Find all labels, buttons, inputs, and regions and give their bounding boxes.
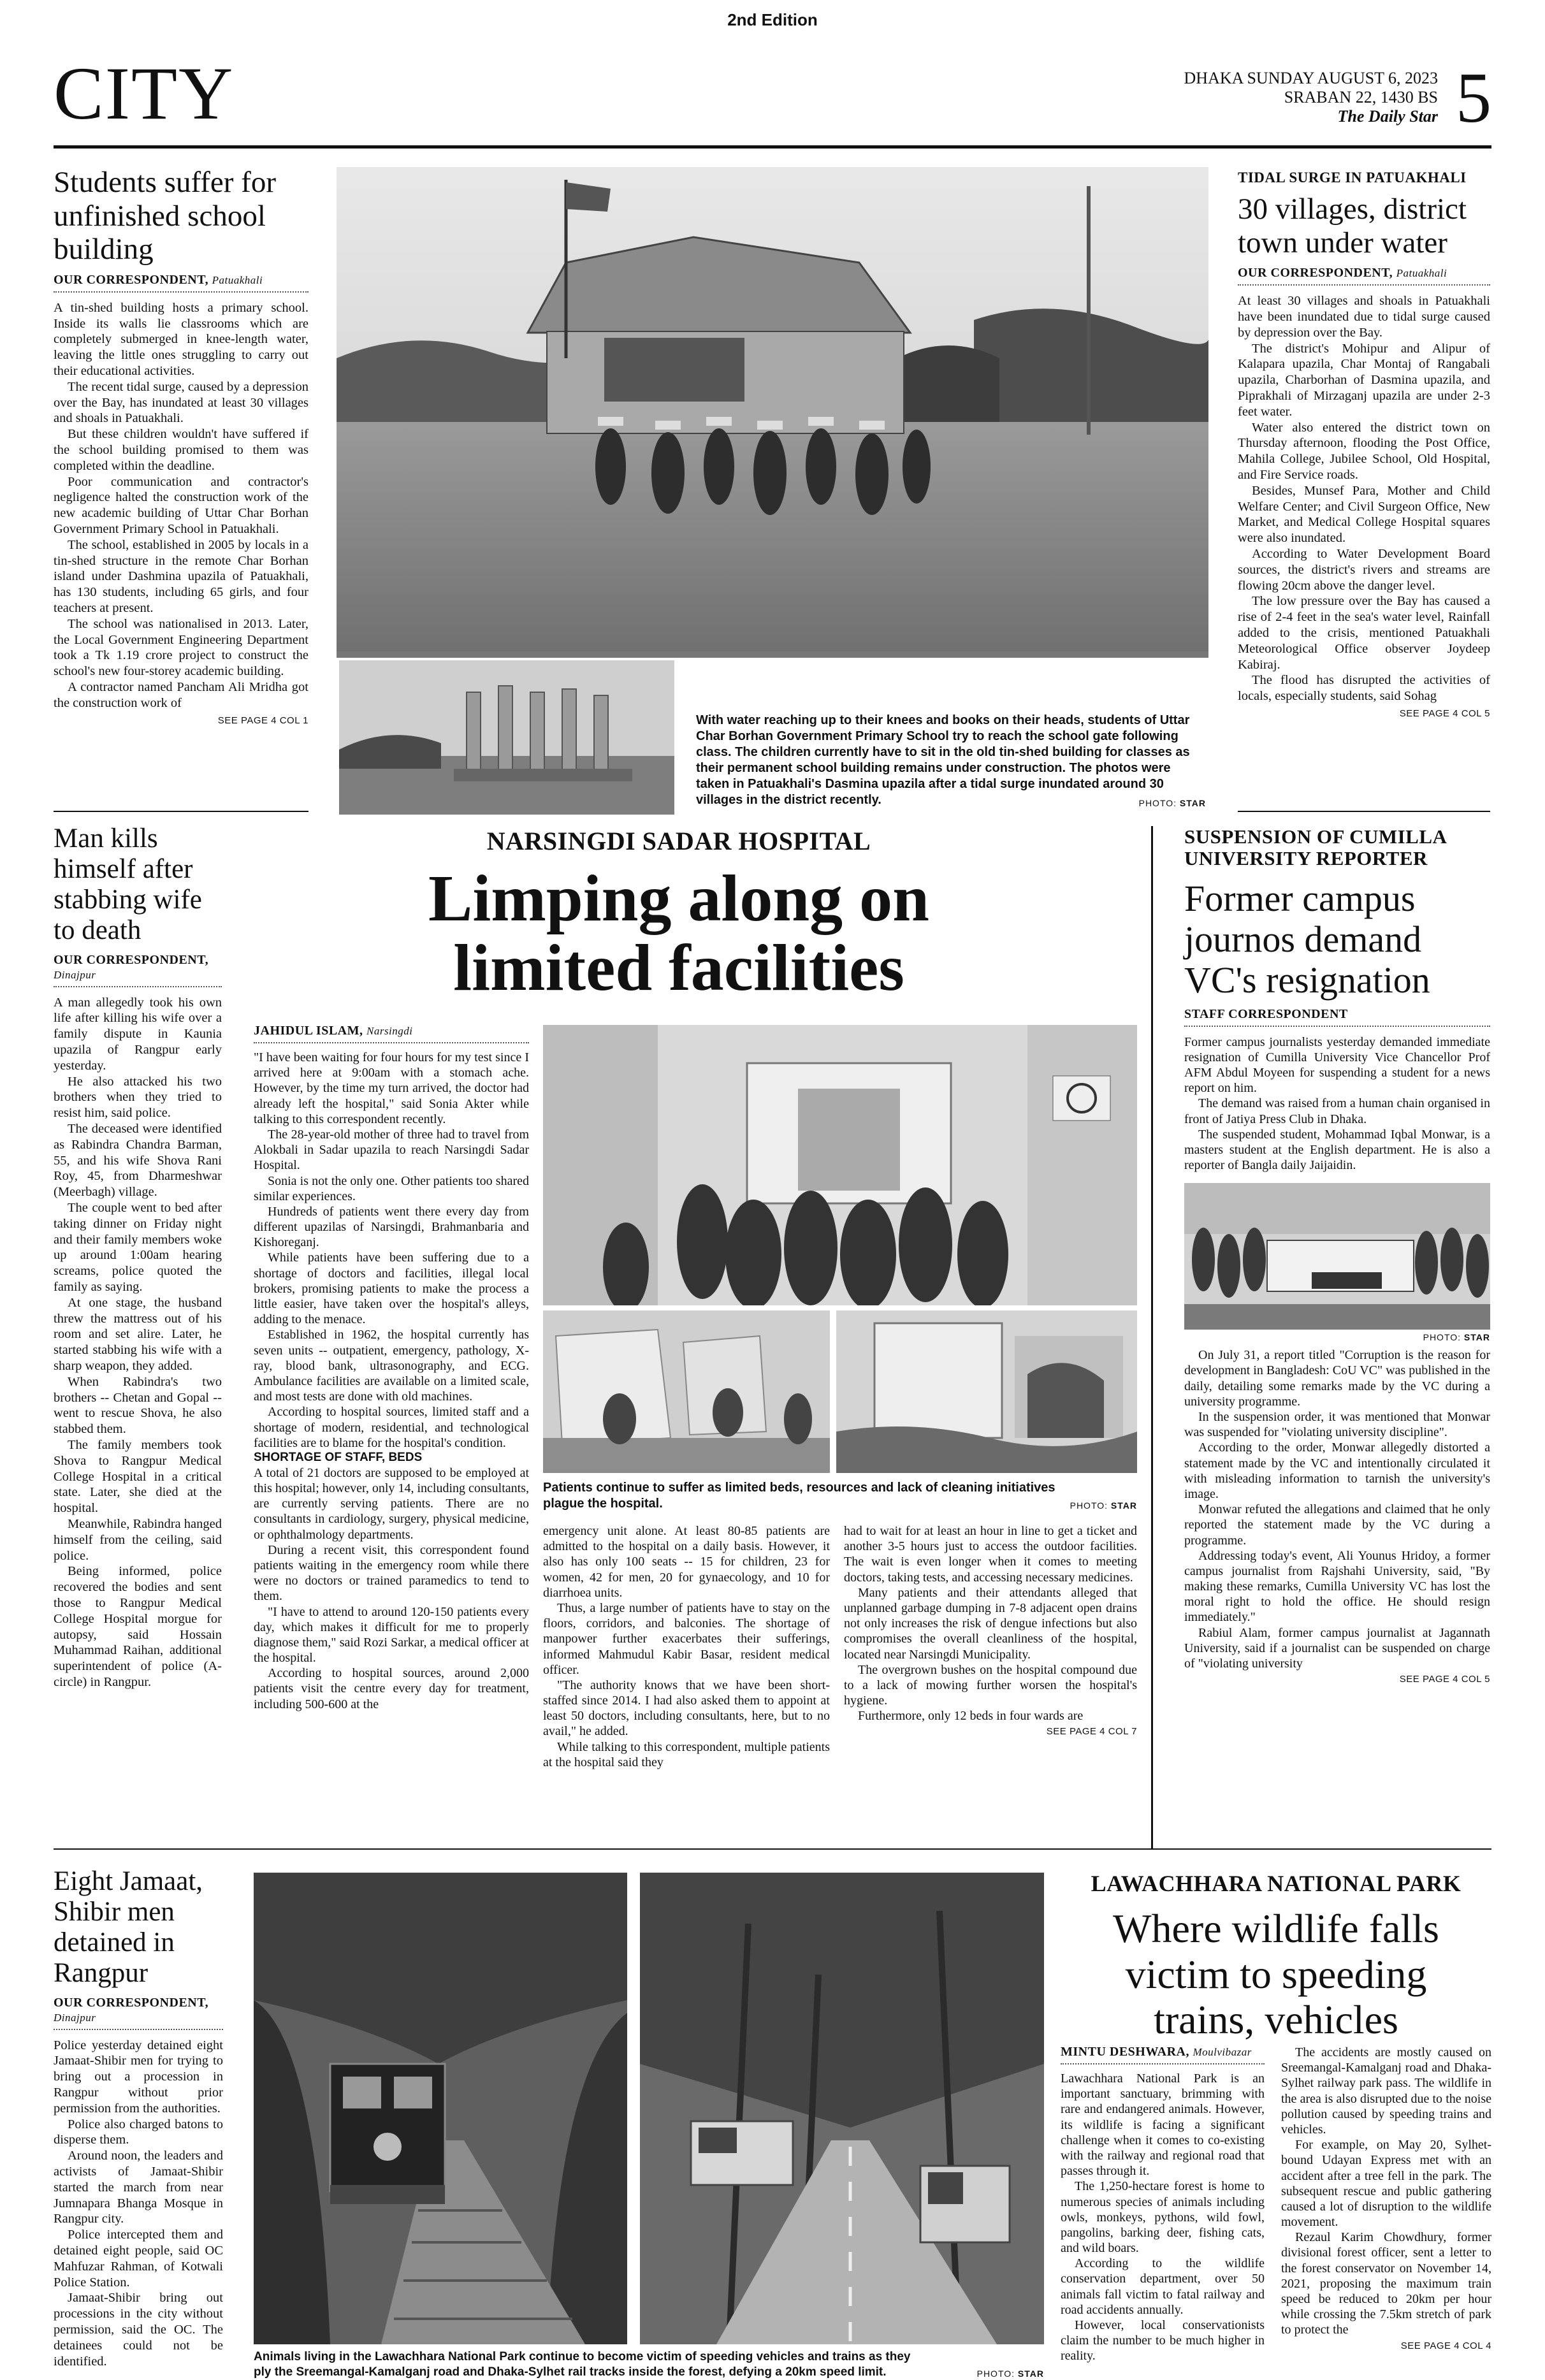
headline: Man kills himself after stabbing wife to death [54, 824, 202, 946]
story-lawachhara-col1 [1061, 2045, 1265, 2364]
byline-location: Dinajpur [54, 968, 96, 981]
photo-caption: Patients continue to suffer as limited beds, resources and lack of cleaning initiatives plague the hospital. [543, 1481, 1055, 1511]
edition-label: 2nd Edition [727, 10, 818, 29]
paragraph: Lawachhara National Park is an important sanctuary, brimming with rare and endangered animals. However, its wildlife is facing a significant challenge when it comes to co-existing with the railway and regional road that passes through it. [1061, 2072, 1265, 2179]
paragraph: At least 30 villages and shoals in Patuakhali have been inundated due to tidal surge caused by depression over the Bay. [1238, 294, 1490, 340]
row-rule [54, 811, 308, 812]
byline [54, 1996, 223, 2025]
hospital-drain-photo [836, 1310, 1137, 1473]
paragraph: The 1,250-hectare forest is home to numerous species of animals including owls, monkeys, pythons, wild fowl, pangolins, barking deer, fishing cats, and wild boars. [1061, 2179, 1265, 2256]
divider [254, 1042, 529, 1043]
story-tidal-surge [1238, 170, 1490, 719]
road-forest-illustration [640, 1873, 1044, 2344]
paragraph: The family members took Shova to Rangpur Medical College Hospital in a critical state. Later, she died at the hospital. [54, 1437, 222, 1516]
paragraph: Many patients and their attendants alleged that unplanned garbage dumping in 7-8 adjacent open drains not only increases the risk of dengue infections but also compromises the overall cleanliness of the hospital, located near Narsingdi Municipality. [844, 1585, 1137, 1662]
byline-name: OUR CORRESPONDENT, [54, 272, 209, 287]
article-body [254, 1050, 529, 1712]
unfinished-building-photo [337, 658, 677, 817]
divider [1184, 1026, 1490, 1027]
byline-name: MINTU DESHWARA, [1061, 2045, 1189, 2059]
hospital-corridor-photo [543, 1025, 1137, 1305]
story-lawachhara-col2 [1281, 2045, 1491, 2351]
paragraph: During a recent visit, this correspondent found patients waiting in the emergency room while there were no doctors or trained paramedics to tend to them. [254, 1542, 529, 1604]
continued-link[interactable]: SEE PAGE 4 COL 5 [1399, 1674, 1490, 1685]
credit-name: STAR [1017, 2368, 1044, 2379]
headline-line: trains, vehicles [1154, 1997, 1398, 2043]
paragraph: The school, established in 2005 by locals in a tin-shed structure in the remote Char Borhan island under Dashmina upazila of Patuakhali, has 130 students, including 65 girls, and four teachers at present. [54, 537, 308, 616]
paragraph: Thus, a large number of patients have to stay on the floors, corridors, and balconies. The shortage of manpower further exacerbates their sufferings, informed Mahmudul Kabir Basar, resident medical officer. [543, 1600, 830, 1677]
paragraph: The district's Mohipur and Alipur of Kalapara upazila, Char Montaj of Rangabali upazila, Charborhan of Dasmina upazila, and Piprakhali of Mirzaganj upazila are under 2-3 feet water. [1238, 341, 1490, 419]
paragraph: Sonia is not the only one. Other patients too shared similar experiences. [254, 1173, 529, 1203]
story-narsingdi-header [249, 826, 1109, 1003]
paragraph: "I have been waiting for four hours for my test since I arrived here at 9:00am with a stomach ache. However, by the time my turn arrived, the doctor had already left the hospital," said Sonia Akter while talking to this correspondent recently. [254, 1050, 529, 1126]
article-body [54, 300, 308, 711]
hospital-drain-illustration [836, 1310, 1137, 1473]
paragraph: The flood has disrupted the activities of locals, especially students, said Sohag [1238, 673, 1490, 704]
byline-location: Dinajpur [54, 2011, 96, 2024]
divider [54, 2029, 223, 2030]
column-rule [1151, 826, 1153, 1848]
bangla-date-text: SRABAN 22, 1430 BS [1284, 87, 1438, 106]
paragraph: According to Water Development Board sources, the district's rivers and streams are flowing 20cm above the danger level. [1238, 547, 1490, 593]
article-body [54, 2038, 223, 2370]
headline: Eight Jamaat, Shibir men detained in Rangpur [54, 1866, 203, 1989]
paragraph: The overgrown bushes on the hospital compound due to a lack of mowing further worsen the hospital's hygiene. [844, 1662, 1137, 1708]
credit-label: PHOTO: [1070, 1500, 1108, 1511]
byline [1061, 2045, 1265, 2059]
masthead-rule [54, 145, 1491, 149]
headline [249, 864, 1109, 1003]
byline-name: OUR CORRESPONDENT, [54, 952, 209, 967]
byline [254, 1024, 529, 1038]
story-man-kills-himself [54, 824, 222, 1690]
bottom-caption-block [254, 2349, 1044, 2379]
article-body [1184, 1034, 1490, 1173]
paragraph: He also attacked his two brothers when they tried to resist him, said police. [54, 1074, 222, 1121]
hospital-ward-photo [543, 1310, 830, 1473]
paragraph: A total of 21 doctors are supposed to be employed at this hospital; however, only 14, including consultants, are currently serving patients. There are no consultants in cardiology, surgery, physical medicine, or ophthalmology departments. [254, 1465, 529, 1542]
paragraph: For example, on May 20, Sylhet-bound Udayan Express met with an accident after a tree fell in the park. The subsequent rescue and public gathering caused a lot of disruption to the wildlife movement. [1281, 2138, 1491, 2230]
paragraph: At one stage, the husband threw the mattress out of his room and set alire. Later, he started stabbing his wife with a sharp weapon, they added. [54, 1295, 222, 1373]
paragraph: A contractor named Pancham Ali Mridha got the construction work of [54, 680, 308, 710]
paragraph: The school was nationalised in 2013. Later, the Local Government Engineering Department took a Tk 1.19 crore project to construct the school's new four-storey academic building. [54, 616, 308, 679]
row-rule [54, 1848, 1491, 1850]
subhead: SHORTAGE OF STAFF, BEDS [254, 1450, 423, 1464]
paragraph: The low pressure over the Bay has caused a rise of 2-4 feet in the sea's water level, Rainfall added to the crisis, mentioned Patuakhali Meteorological Office observer Joydeep Kabiraj. [1238, 594, 1490, 672]
paragraph: But these children wouldn't have suffered if the school building promised to them was completed within the deadline. [54, 427, 308, 473]
story-narsingdi-col1 [254, 1024, 529, 1712]
paragraph: Hundreds of patients went there every day from different upazilas of Narsingdi, Brahmanbaria and Kishoreganj. [254, 1204, 529, 1250]
headline: Former campus journos demand VC's resignation [1184, 878, 1430, 1001]
paragraph: In the suspension order, it was mentioned that Monwar was suspended for "violating university discipline". [1184, 1410, 1490, 1440]
divider [1061, 2063, 1265, 2064]
continued-link[interactable]: SEE PAGE 4 COL 7 [1046, 1726, 1137, 1738]
dateline [1184, 69, 1438, 126]
kicker-line: UNIVERSITY REPORTER [1184, 847, 1428, 870]
paragraph: However, local conservationists claim the number to be much higher in reality. [1061, 2318, 1265, 2363]
credit-label: PHOTO: [1423, 1332, 1462, 1343]
story-narsingdi-col2 [543, 1523, 830, 1770]
train-forest-photo [254, 1873, 627, 2344]
photo-caption: Animals living in the Lawachhara National Park continue to become victim of speeding vehicles and trains as they ply the Sreemangal-Kamalganj road and Dhaka-Sylhet rail tracks inside the forest, defying a 20km speed limit. [254, 2350, 911, 2379]
article-body [1238, 293, 1490, 704]
train-forest-illustration [254, 1873, 627, 2344]
paragraph: emergency unit alone. At least 80-85 patients are admitted to the hospital on a daily basis. However, it also has only 100 seats -- 15 for children, 23 for women, 42 for men, 20 for gynaecology, and 10 for diarrhoea units. [543, 1524, 830, 1600]
photo-credit [1184, 1332, 1490, 1342]
divider [1238, 284, 1490, 286]
story-jamaat-detained [54, 1866, 223, 2369]
paragraph: Addressing today's event, Ali Younus Hridoy, a former campus journalist from Rajshahi University, said, "By making these remarks, Cumilla University VC has lost the moral right to hold the office. He should resign immediately." [1184, 1548, 1490, 1625]
photo-caption: With water reaching up to their knees and books on their heads, students of Uttar Char Borhan Government Primary School try to reach the school gate following class. The children currently have to sit in the old tin-shed building for classes as their permanent school building remains under construction. The photos were taken in Patuakhali's Dasmina upazila after a tidal surge inundated around 30 villages in the district recently. [696, 713, 1190, 807]
paragraph: According to hospital sources, limited staff and a shortage of modern, residential, and technological facilities are to blame for the hospital's condition. [254, 1405, 529, 1450]
paragraph: The suspended student, Mohammad Iqbal Monwar, is a masters student at the English department. He is also a reporter of Bangla daily Jaijaidin. [1184, 1127, 1490, 1173]
paragraph: Former campus journalists yesterday demanded immediate resignation of Cumilla University Vice Chancellor Prof AFM Abdul Moyeen for suspending a student for a news report on him. [1184, 1034, 1490, 1096]
story-cumilla-vc [1184, 826, 1490, 1685]
kicker: TIDAL SURGE IN PATUAKHALI [1238, 170, 1467, 185]
byline [1238, 266, 1490, 280]
paragraph: Jamaat-Shibir bring out processions in the city without permission, said the OC. The detainees could not be identified. [54, 2291, 223, 2369]
byline: STAFF CORRESPONDENT [1184, 1006, 1348, 1021]
article-body [543, 1523, 830, 1770]
divider [54, 291, 308, 293]
byline [54, 273, 308, 287]
paragraph: A man allegedly took his own life after killing his wife over a family dispute in Kaunia upazila of Rangpur early yesterday. [54, 995, 222, 1073]
paragraph: According to the order, Monwar allegedly distorted a statement made by the VC and intentionally circulated it with misleading information to tarnish the university's image. [1184, 1440, 1490, 1501]
paragraph: Poor communication and contractor's negligence halted the construction work of the new academic building of Uttar Char Borhan Government Primary School in Patuakhali. [54, 474, 308, 537]
paragraph: The accidents are mostly caused on Sreemangal-Kamalganj road and Dhaka-Sylhet railway park pass. The wildlife in the area is also disrupted due to the noise pollution caused by speeding trains and vehicles. [1281, 2045, 1491, 2137]
paragraph: Established in 1962, the hospital currently has seven units -- outpatient, emergency, pathology, X-ray, blood bank, ultrasonography, and ECG. Ambulance facilities are available on a limited scale, and most tests are done with old machines. [254, 1328, 529, 1404]
credit-name: STAR [1110, 1500, 1137, 1511]
paragraph: Monwar refuted the allegations and claimed that he only reported the statement made by the VC during a programme. [1184, 1502, 1490, 1548]
paragraph: Besides, Munsef Para, Mother and Child Welfare Center; and Civil Surgeon Office, New Market, and Medical College Hospital squares were also inundated. [1238, 483, 1490, 546]
page-number: 5 [1456, 59, 1491, 138]
continued-link[interactable]: SEE PAGE 4 COL 4 [1400, 2340, 1491, 2351]
headline [1061, 1906, 1491, 2043]
credit-label: PHOTO: [1138, 798, 1177, 808]
article-body [1281, 2045, 1491, 2338]
byline-location: Moulvibazar [1193, 2046, 1252, 2058]
kicker: NARSINGDI SADAR HOSPITAL [486, 827, 871, 855]
date-text: DHAKA SUNDAY AUGUST 6, 2023 [1184, 69, 1438, 87]
paragraph: The demand was raised from a human chain organised in front of Jatiya Press Club in Dhaka. [1184, 1096, 1490, 1126]
continued-link[interactable]: SEE PAGE 4 COL 5 [1399, 707, 1490, 719]
headline-line: Where wildlife falls [1113, 1906, 1439, 1951]
paragraph: According to the wildlife conservation department, over 50 animals fall victim to fatal railway and road accidents annually. [1061, 2256, 1265, 2317]
article-body [1184, 1347, 1490, 1671]
story-lawachhara-header [1061, 1870, 1491, 2043]
paragraph: "I have to attend to around 120-150 patients every day, which makes it difficult for me to properly diagnose them," said Rozi Sarkar, a medical officer at the hospital. [254, 1604, 529, 1665]
article-body [844, 1523, 1137, 1723]
paragraph: had to wait for at least an hour in line to get a ticket and another 3-5 hours just to access the outdoor facilities. The wait is even longer when it comes to meeting doctors, taking tests, and accessing necessary medicines. [844, 1524, 1137, 1585]
headline-line: limited facilities [453, 931, 904, 1005]
brand-logo: The Daily Star [1337, 106, 1438, 126]
road-forest-photo [640, 1873, 1044, 2344]
hospital-caption-block [543, 1480, 1137, 1511]
kicker: LAWACHHARA NATIONAL PARK [1091, 1871, 1462, 1896]
headline: Students suffer for unfinished school building [54, 166, 276, 266]
human-chain-illustration [1184, 1183, 1490, 1330]
paragraph: The couple went to bed after taking dinner on Friday night and their family members woke up around 1:00am hearing screams, police quoted the family as saying. [54, 1200, 222, 1294]
human-chain-photo [1184, 1183, 1490, 1330]
paragraph: "The authority knows that we have been short-staffed since 2014. I had also asked them to appoint at least 50 doctors, including consultants, here, but to no avail," he added. [543, 1678, 830, 1739]
byline-name: OUR CORRESPONDENT, [54, 1995, 209, 2010]
paragraph: Around noon, the leaders and activists of Jamaat-Shibir started the march from near Jumnapara Bhanga Mosque in Rangpur city. [54, 2149, 223, 2226]
story-students-school [54, 166, 308, 726]
paragraph: A tin-shed building hosts a primary school. Inside its walls lie classrooms which are completely submerged in knee-length water, leaving the little ones struggling to carry out their educational activities. [54, 300, 308, 379]
paragraph: The 28-year-old mother of three had to travel from Alokbali in Sadar upazila to reach Narsingdi Sadar Hospital. [254, 1127, 529, 1173]
unfinished-building-illustration [339, 660, 677, 817]
credit-name: STAR [1179, 798, 1206, 808]
paragraph: The deceased were identified as Rabindra Chandra Barman, 55, and his wife Shova Rani Roy, 45, from Dharmeshwar (Meerbagh) village. [54, 1122, 222, 1200]
flooded-school-photo [337, 167, 1208, 658]
kicker-line: SUSPENSION OF CUMILLA [1184, 825, 1447, 848]
paragraph: Furthermore, only 12 beds in four wards are [858, 1709, 1084, 1723]
story-narsingdi-col3 [844, 1523, 1137, 1737]
hospital-corridor-illustration [543, 1025, 1137, 1305]
paragraph: When Rabindra's two brothers -- Chetan and Gopal -- went to rescue Shova, he also stabbed them. [54, 1374, 222, 1437]
byline-location: Narsingdi [366, 1025, 413, 1037]
credit-label: PHOTO: [976, 2368, 1015, 2379]
paragraph: Water also entered the district town on Thursday afternoon, flooding the Post Office, Mahila College, Jubilee School, Old Hospital, and Fire Service roads. [1238, 420, 1490, 483]
top-photo-caption-block [696, 713, 1206, 808]
paragraph: While patients have been suffering due to a shortage of doctors and facilities, illegal local brokers, promising patients to make the process a little easier, have taken over the hospital's alleys, adding to the menace. [254, 1251, 529, 1327]
paragraph: The recent tidal surge, caused by a depression over the Bay, has inundated at least 30 villages and shoals in Patuakhali. [54, 379, 308, 426]
headline-line: Limping along on [428, 862, 930, 935]
hospital-ward-illustration [543, 1310, 830, 1473]
paragraph: Police yesterday detained eight Jamaat-Shibir men for trying to bring out a procession in Rangpur without prior permission from the authorities. [54, 2038, 223, 2115]
byline-location: Patuakhali [212, 273, 263, 286]
flooded-school-illustration [337, 167, 1208, 658]
credit-name: STAR [1463, 1332, 1490, 1343]
paragraph: Rabiul Alam, former campus journalist at Jagannath University, said if a journalist can be suspended on charge of "violating university [1184, 1625, 1490, 1671]
byline-location: Patuakhali [1396, 267, 1447, 280]
article-body [1061, 2071, 1265, 2364]
article-body [54, 995, 222, 1690]
paragraph: Meanwhile, Rabindra hanged himself from the ceiling, said police. [54, 1516, 222, 1563]
paragraph: Police also charged batons to disperse them. [54, 2117, 223, 2147]
paragraph: Being informed, police recovered the bodies and sent those to Rangpur Medical College Hospital morgue for autopsy, said Hossain Muhammad Raihan, additional superintendent of police (A-circle) in Rangpur. [54, 1564, 222, 1689]
byline-name: JAHIDUL ISLAM, [254, 1024, 363, 1038]
paragraph: According to hospital sources, around 2,000 patients visit the centre every day for treatment, including 500-600 at the [254, 1666, 529, 1711]
byline [54, 953, 222, 982]
kicker [1184, 826, 1490, 869]
paragraph: On July 31, a report titled "Corruption is the reason for development in Bangladesh: CoU VC" was published in the daily, detailing some remarks made by the VC during a university programme. [1184, 1348, 1490, 1409]
continued-link[interactable]: SEE PAGE 4 COL 1 [217, 715, 308, 726]
section-title: CITY [54, 52, 235, 135]
paragraph: While talking to this correspondent, multiple patients at the hospital said they [543, 1739, 830, 1769]
paragraph: Rezaul Karim Chowdhury, former divisional forest officer, sent a letter to the forest conservator on November 14, 2021, proposing the maximum train speed be reduced to 20km per hour while crossing the 7.5km stretch of park to protect the [1281, 2230, 1491, 2337]
headline-line: victim to speeding [1125, 1951, 1427, 1997]
divider [54, 986, 222, 987]
paragraph: Police intercepted them and detained eight people, said OC Mahfuzar Rahman, of Kotwali Police Station. [54, 2228, 223, 2289]
byline-name: OUR CORRESPONDENT, [1238, 266, 1393, 280]
row-rule [1238, 811, 1490, 812]
headline: 30 villages, district town under water [1238, 192, 1467, 259]
